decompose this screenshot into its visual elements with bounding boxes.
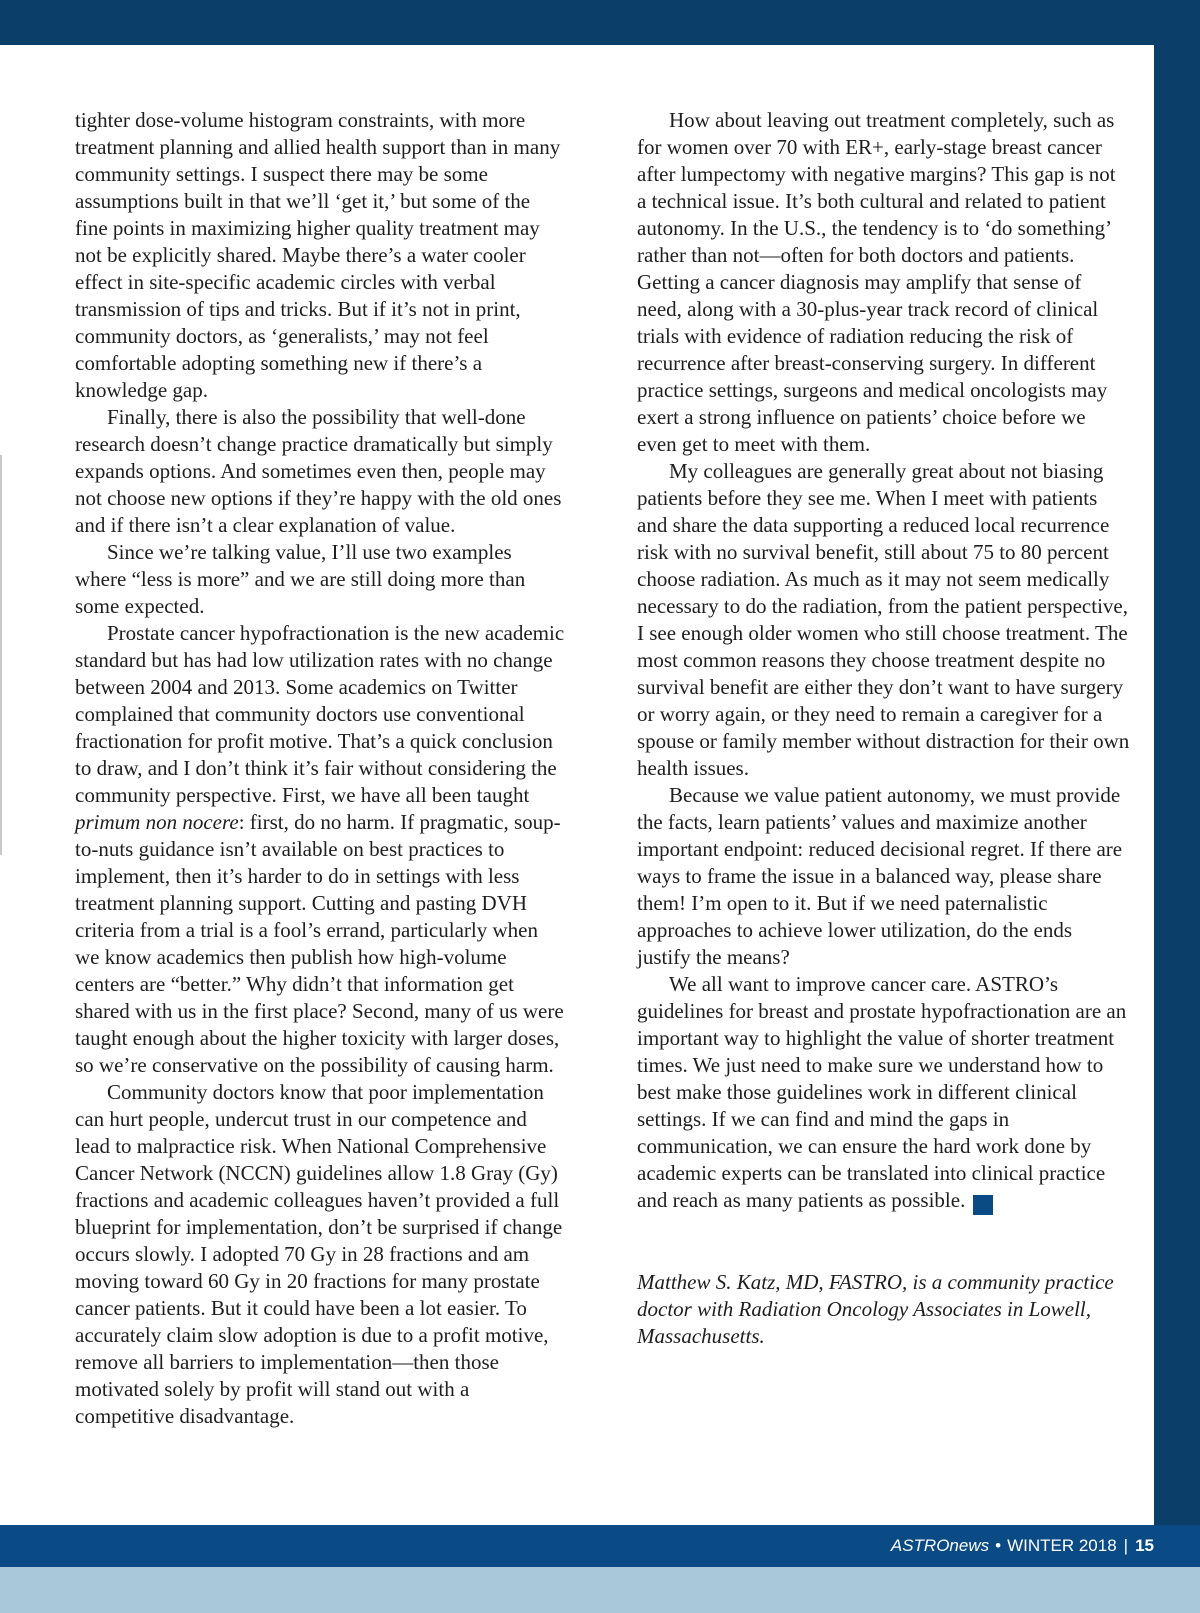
right-paragraph-4 [637,971,1130,1215]
right-paragraph-1: How about leaving out treatment completely, such as for women over 70 with ER+, early-stage breast cancer after lumpectomy with negative margins? This gap is not a technical issue. It’s both cultural and related to patient autonomy. In the U.S., the tendency is to ‘do something’ rather than not—often for both doctors and patients. Getting a cancer diagnosis may amplify that sense of need, along with a 30-plus-year track record of clinical trials with evidence of radiation reducing the risk of recurrence after breast-conserving surgery. In different practice settings, surgeons and medical oncologists may exert a strong influence on patients’ choice before we even get to meet with them. [637,108,1116,456]
latin-phrase: primum non nocere [75,810,239,834]
right-paragraph-3: Because we value patient autonomy, we must provide the facts, learn patients’ values and maximize another important endpoint: reduced decisional regret. If there are ways to frame the issue in a balanced way, please share them! I’m open to it. But if we need paternalistic approaches to achieve lower utilization, do the ends justify the means? [637,783,1123,969]
left-column [75,107,565,1430]
right-paragraph-2: My colleagues are generally great about not biasing patients before they see me. When I meet with patients and share the data supporting a reduced local recurrence risk with no survival benefit, still about 75 to 80 percent choose radiation. As much as it may not seem medically necessary to do the radiation, from the patient perspective, I see enough older women who still choose treatment. The most common reasons they choose treatment despite no survival benefit are either they don’t want to have surgery or worry again, or they need to remain a caregiver for a spouse or family member without distraction for their own health issues. [637,459,1130,780]
left-paragraph-4-part-b: : first, do no harm. If pragmatic, soup-to-nuts guidance isn’t available on best practices to implement, then it’s harder to do in settings with less treatment planning support. Cutting and pasting DVH criteria from a trial is a fool’s errand, particularly when we know academics then publish how high-volume centers are “better.” Why didn’t that information get shared with us in the first place? Second, many of us were taught enough about the higher toxicity with larger doses, so we’re conservative on the possibility of causing harm. [75,810,564,1077]
left-paragraph-1: tighter dose-volume histogram constraints, with more treatment planning and allied health support than in many community settings. I suspect there may be some assumptions built in that we’ll ‘get it,’ but some of the fine points in maximizing higher quality treatment may not be explicitly shared. Maybe there’s a water cooler effect in site-specific academic circles with verbal transmission of tips and tricks. But if it’s not in print, community doctors, as ‘generalists,’ may not feel comfortable adopting something new if there’s a knowledge gap. [75,108,561,402]
top-bar [0,0,1200,45]
left-paragraph-2: Finally, there is also the possibility that well-done research doesn’t change practice dramatically but simply expands options. And sometimes even then, people may not choose new options if they’re happy with the old ones and if there isn’t a clear explanation of value. [75,405,562,537]
right-edge-band [1154,45,1200,1525]
issue-label: WINTER 2018 [1007,1536,1117,1555]
author-bio: Matthew S. Katz, MD, FASTRO, is a community practice doctor with Radiation Oncology Associates in Lowell, Massachusetts. [637,1270,1114,1348]
left-paragraph-5: Community doctors know that poor implementation can hurt people, undercut trust in our competence and lead to malpractice risk. When National Comprehensive Cancer Network (NCCN) guidelines allow 1.8 Gray (Gy) fractions and academic colleagues haven’t provided a full blueprint for implementation, don’t be surprised if change occurs slowly. I adopted 70 Gy in 28 fractions and am moving toward 60 Gy in 20 fractions for many prostate cancer patients. But it could have been a lot easier. To accurately claim slow adoption is due to a profit motive, remove all barriers to implementation—then those motivated solely by profit will stand out with a competitive disadvantage. [75,1080,563,1428]
left-paragraph-3: Since we’re talking value, I’ll use two examples where “less is more” and we are still doing more than some expected. [75,540,526,618]
right-column [637,107,1130,1350]
footer-bar [0,1525,1200,1567]
astro-logo-icon: A [973,1195,993,1215]
left-edge-mark [0,455,2,855]
page-number: 15 [1135,1536,1154,1555]
footer-bottom-band [0,1567,1200,1613]
left-paragraph-4-part-a: Prostate cancer hypofractionation is the new academic standard but has had low utilization rates with no change between 2004 and 2013. Some academics on Twitter complained that community doctors use conventional fractionation for profit motive. That’s a quick conclusion to draw, and I don’t think it’s fair without considering the community perspective. First, we have all been taught [75,621,565,807]
publication-name: ASTROnews [890,1536,990,1555]
footer-divider: | [1123,1536,1129,1555]
left-paragraph-4 [75,620,565,1079]
right-paragraph-4-text: We all want to improve cancer care. ASTRO’s guidelines for breast and prostate hypofractionation are an important way to highlight the value of shorter treatment times. We just need to make sure we understand how to best make those guidelines work in different clinical settings. If we can find and mind the gaps in communication, we can ensure the hard work done by academic experts can be translated into clinical practice and reach as many patients as possible. [637,972,1127,1212]
footer-text [891,1525,1154,1567]
footer-bullet: • [995,1536,1002,1555]
